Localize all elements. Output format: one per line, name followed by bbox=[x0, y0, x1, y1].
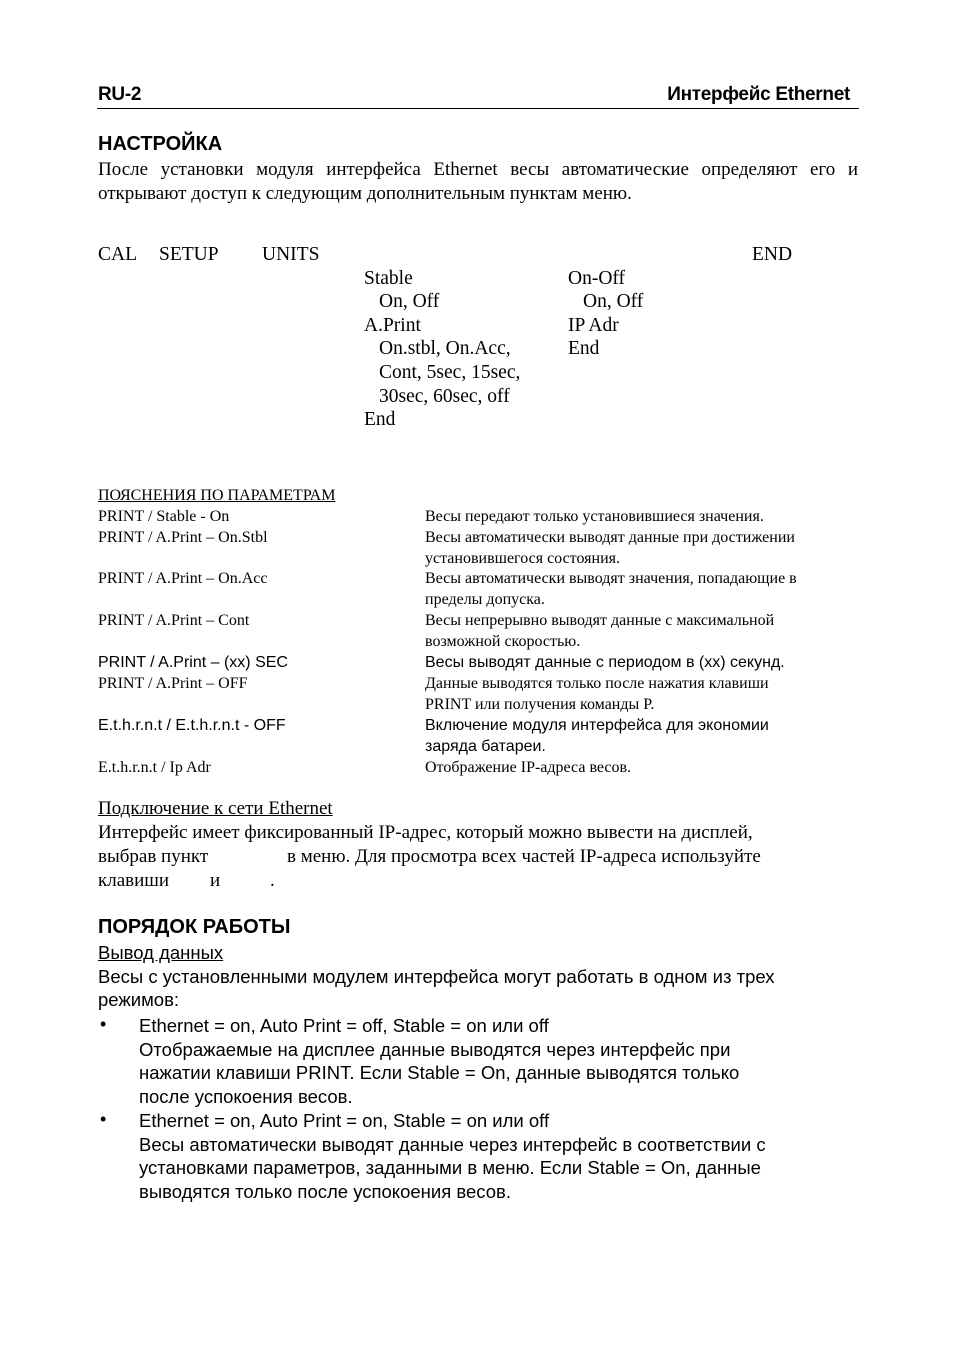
param-name: PRINT / A.Print – Cont bbox=[98, 612, 250, 629]
menu-print-stable-options: On, Off bbox=[379, 291, 440, 312]
menu-eth-ipadr: IP Adr bbox=[568, 315, 619, 336]
operation-subheading: Вывод данных bbox=[98, 942, 224, 963]
connection-line-3b: и bbox=[210, 870, 221, 891]
menu-print-stable: Stable bbox=[364, 268, 413, 289]
menu-print-aprint: A.Print bbox=[364, 315, 421, 336]
menu-units: UNITS bbox=[262, 244, 320, 265]
connection-line-3a: клавиши bbox=[98, 870, 170, 891]
setup-intro-line-2: открывают доступ к следующим дополнительным пунктам меню. bbox=[98, 183, 632, 204]
menu-cal: CAL bbox=[98, 244, 137, 265]
connection-line-1: Интерфейс имеет фиксированный IP-адрес, который можно вывести на дисплей, bbox=[98, 822, 753, 843]
param-desc: PRINT или получения команды P. bbox=[425, 696, 655, 713]
running-title: Интерфейс Ethernet bbox=[667, 84, 850, 105]
connection-heading: Подключение к сети Ethernet bbox=[98, 798, 333, 819]
param-desc: возможной скоростью. bbox=[425, 633, 581, 650]
param-name: E.t.h.r.n.t / E.t.h.r.n.t - OFF bbox=[98, 717, 286, 734]
bullet-1-line-3: после успокоения весов. bbox=[139, 1086, 353, 1107]
menu-print-aprint-options-3: 30sec, 60sec, off bbox=[379, 386, 510, 407]
connection-line-2b: в меню. Для просмотра всех частей IP-адреса используйте bbox=[287, 846, 761, 867]
params-heading: ПОЯСНЕНИЯ ПО ПАРАМЕТРАМ bbox=[98, 487, 336, 504]
param-name: PRINT / A.Print – On.Acc bbox=[98, 570, 268, 587]
menu-eth-onoff-options: On, Off bbox=[583, 291, 644, 312]
param-desc: Весы выводят данные с периодом в (xx) секунд. bbox=[425, 654, 785, 671]
menu-print-aprint-options-1: On.stbl, On.Acc, bbox=[379, 338, 511, 359]
setup-heading: НАСТРОЙКА bbox=[98, 133, 223, 155]
param-desc: Весы передают только установившиеся значения. bbox=[425, 508, 764, 525]
bullet-marker: • bbox=[100, 1109, 107, 1129]
param-name: PRINT / A.Print – On.Stbl bbox=[98, 529, 268, 546]
param-name: PRINT / A.Print – OFF bbox=[98, 675, 248, 692]
bullet-2-line-3: выводятся только после успокоения весов. bbox=[139, 1181, 512, 1202]
connection-line-2a: выбрав пункт bbox=[98, 846, 209, 867]
param-desc: Включение модуля интерфейса для экономии bbox=[425, 717, 769, 734]
menu-setup: SETUP bbox=[159, 244, 219, 265]
bullet-1-title: Ethernet = on, Auto Print = off, Stable = on или off bbox=[139, 1015, 549, 1036]
param-name: E.t.h.r.n.t / Ip Adr bbox=[98, 759, 211, 776]
connection-line-3c: . bbox=[270, 870, 275, 891]
param-desc: Весы автоматически выводят значения, попадающие в bbox=[425, 570, 797, 587]
param-desc: Весы автоматически выводят данные при достижении bbox=[425, 529, 795, 546]
param-name: PRINT / A.Print – (xx) SEC bbox=[98, 654, 288, 671]
menu-print-aprint-options-2: Cont, 5sec, 15sec, bbox=[379, 362, 521, 383]
header-rule bbox=[97, 108, 859, 109]
bullet-2-line-1: Весы автоматически выводят данные через интерфейс в соответствии с bbox=[139, 1134, 766, 1155]
param-name: PRINT / Stable - On bbox=[98, 508, 230, 525]
bullet-1-line-1: Отображаемые на дисплее данные выводятся через интерфейс при bbox=[139, 1039, 731, 1060]
param-desc: заряда батареи. bbox=[425, 738, 546, 755]
setup-intro-line-1: После установки модуля интерфейса Ethernet весы автоматические определяют его и bbox=[98, 159, 858, 180]
param-desc: Отображение IP-адреса весов. bbox=[425, 759, 632, 776]
bullet-2-line-2: установками параметров, заданными в меню. Если Stable = On, данные bbox=[139, 1157, 761, 1178]
operation-heading: ПОРЯДОК РАБОТЫ bbox=[98, 916, 291, 938]
menu-end: END bbox=[752, 244, 793, 265]
bullet-1-line-2: нажатии клавиши PRINT. Если Stable = On, данные выводятся только bbox=[139, 1062, 740, 1083]
param-desc: Весы непрерывно выводят данные с максимальной bbox=[425, 612, 775, 629]
operation-intro-line-1: Весы с установленными модулем интерфейса могут работать в одном из трех bbox=[98, 966, 775, 987]
param-desc: установившегося состояния. bbox=[425, 550, 620, 567]
menu-eth-onoff: On-Off bbox=[568, 268, 626, 289]
bullet-marker: • bbox=[100, 1014, 107, 1034]
param-desc: пределы допуска. bbox=[425, 591, 545, 608]
menu-print-end: End bbox=[364, 409, 396, 430]
param-desc: Данные выводятся только после нажатия клавиши bbox=[425, 675, 769, 692]
page-number: RU-2 bbox=[98, 84, 142, 105]
operation-intro-line-2: режимов: bbox=[98, 989, 180, 1010]
menu-eth-end: End bbox=[568, 338, 600, 359]
bullet-2-title: Ethernet = on, Auto Print = on, Stable = on или off bbox=[139, 1110, 550, 1131]
